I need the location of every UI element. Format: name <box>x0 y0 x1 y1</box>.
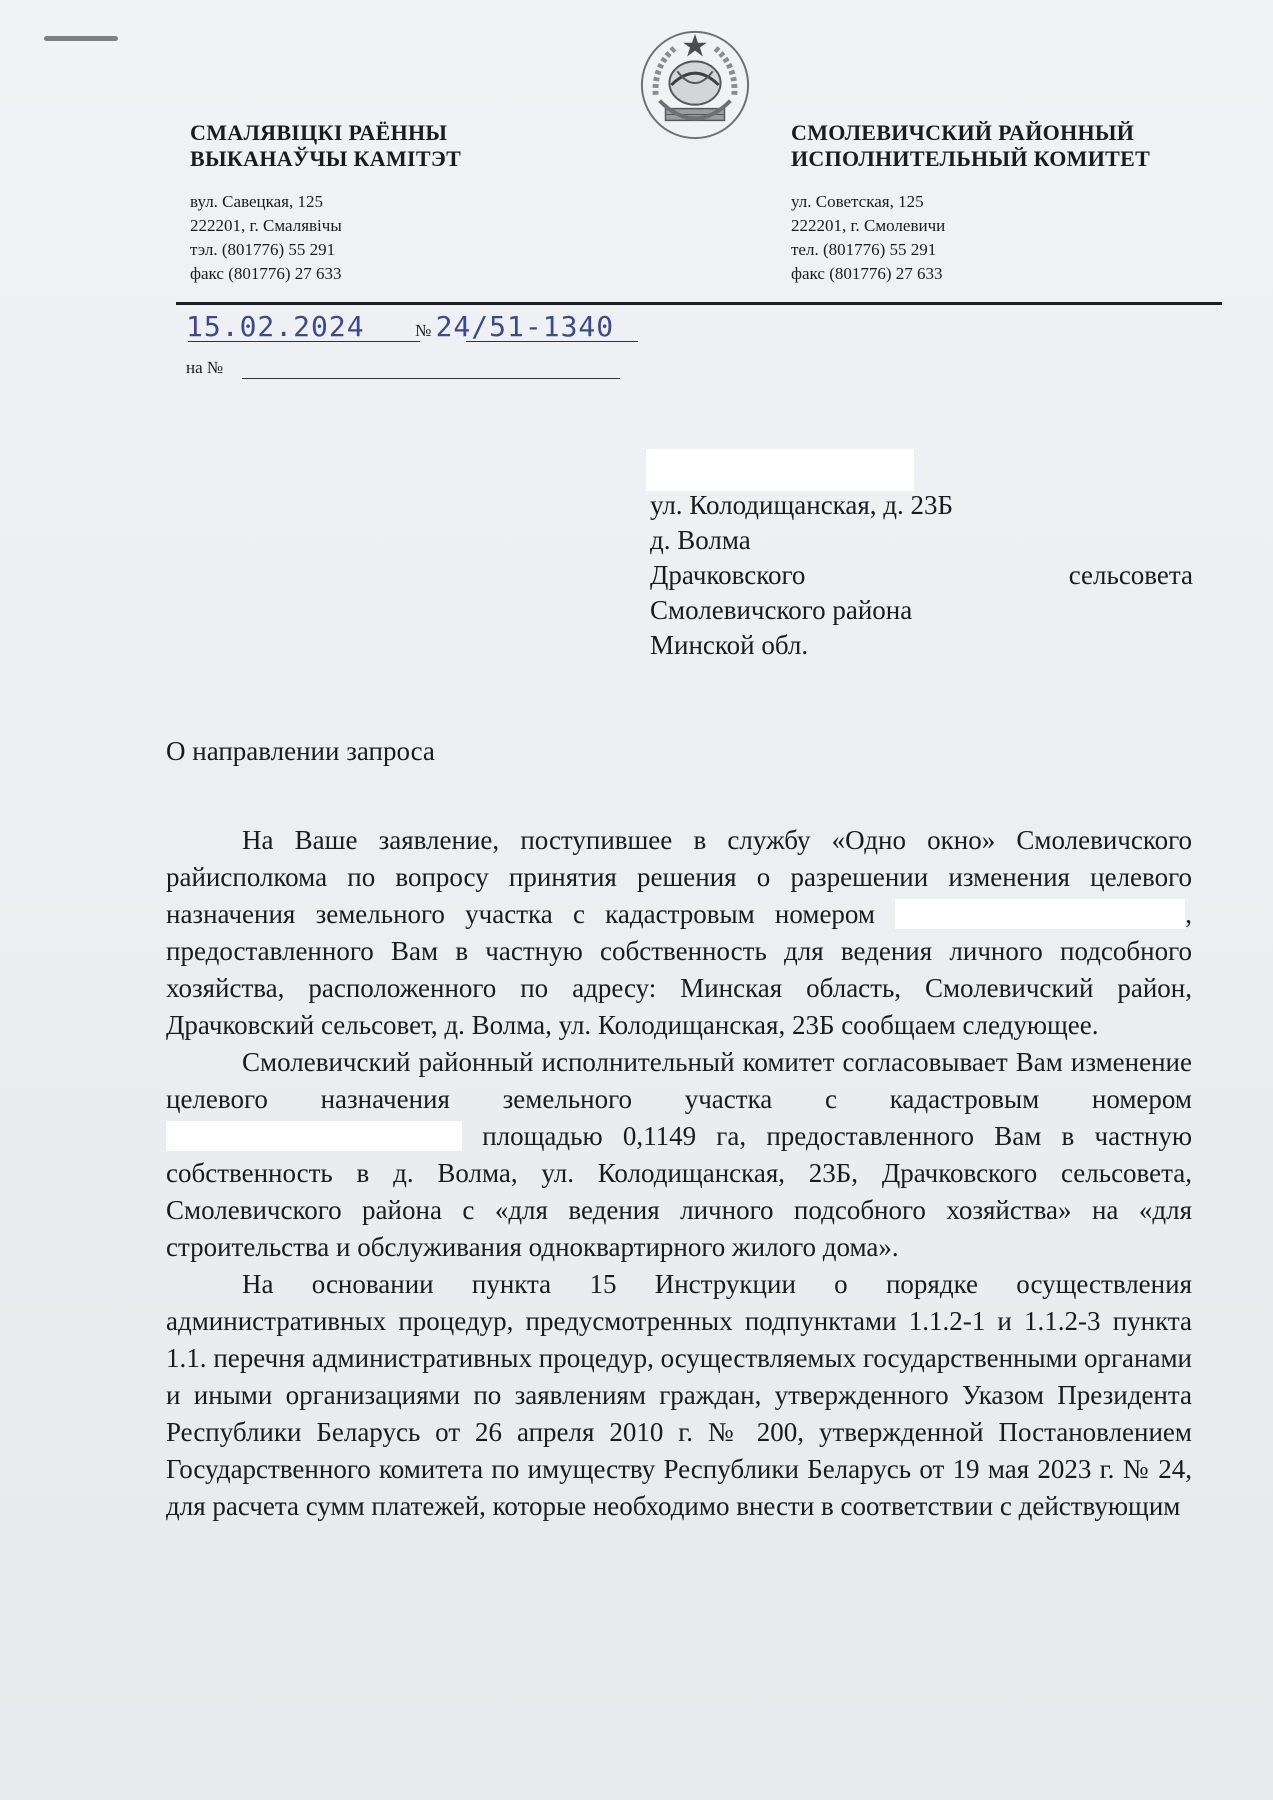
recipient-council-word1: Драчковского <box>650 560 806 590</box>
header-left-belarusian <box>190 120 461 286</box>
reply-to-label: на № <box>186 358 224 377</box>
registration-number-label: № <box>415 321 432 340</box>
staple-mark <box>44 36 118 41</box>
fax-ru: факс (801776) 27 633 <box>791 264 943 283</box>
registration-number: 24/51-1340 <box>435 310 615 343</box>
cadastral-number-redacted <box>895 899 1185 929</box>
letter-subject: О направлении запроса <box>166 736 435 766</box>
body-paragraph-2: Смолевичский районный исполнительный комитет согласовывает Вам изменение целевого назначения земельного участка с кадастровым номером площадью 0,1149 га, предоставленного Вам в частную собственность в д. Волма, ул. Колодищанская, 23Б, Драчковского сельсовета, Смолевичского района с «для ведения личного подсобного хозяйства» на «для строительства и обслуживания одноквартирного жилого дома». <box>166 1047 1192 1262</box>
fax-be: факс (801776) 27 633 <box>190 264 342 283</box>
org-name-be-line2: ВЫКАНАЎЧЫ КАМІТЭТ <box>190 146 462 171</box>
recipient-address <box>650 488 1193 663</box>
cadastral-number-redacted-2 <box>166 1121 462 1151</box>
street-be: вул. Савецкая, 125 <box>190 192 324 211</box>
header-divider <box>176 302 1222 305</box>
city-ru: 222201, г. Смолевичи <box>791 216 946 235</box>
body-paragraph-3: На основании пункта 15 Инструкции о порядке осуществления административных процедур, предусмотренных подпунктами 1.1.2-1 и 1.1.2-3 пункта 1.1. перечня административных процедур, осуществляемых государственными органами и иными организациями по заявлениям граждан, утвержденного Указом Президента Республики Беларусь от 26 апреля 2010 г. № 200, утвержденной Постановлением Государственного комитета по имуществу Республики Беларусь от 19 мая 2023 г. № 24, для расчета сумм платежей, которые необходимо внести в соответствии с действующим <box>166 1269 1192 1521</box>
body-paragraph-1: На Ваше заявление, поступившее в службу «Одно окно» Смолевичского райисполкома по вопросу принятия решения о разрешении изменения целевого назначения земельного участка с кадастровым номером , предоставленного Вам в частную собственность для ведения личного подсобного хозяйства, расположенного по адресу: Минская область, Смолевичский район, Драчковский сельсовет, д. Волма, ул. Колодищанская, 23Б сообщаем следующее. <box>166 825 1193 1040</box>
state-emblem-icon <box>636 26 754 144</box>
number-underline <box>466 341 638 342</box>
recipient-street: ул. Колодищанская, д. 23Б <box>650 490 954 520</box>
phone-be: тэл. (801776) 55 291 <box>190 240 336 259</box>
letter-body <box>166 822 1192 1525</box>
org-name-ru-line2: ИСПОЛНИТЕЛЬНЫЙ КОМИТЕТ <box>791 146 1151 171</box>
date-underline <box>188 341 420 342</box>
recipient-region: Минской обл. <box>650 630 809 660</box>
registration-line <box>186 310 614 343</box>
recipient-name-redacted <box>646 449 914 491</box>
street-ru: ул. Советская, 125 <box>791 192 924 211</box>
recipient-district: Смолевичского района <box>650 595 913 625</box>
header-right-russian <box>791 120 1150 286</box>
registration-date: 15.02.2024 <box>186 310 365 343</box>
recipient-village: д. Волма <box>650 525 751 555</box>
reply-to-underline <box>242 378 620 379</box>
org-name-ru-line1: СМОЛЕВИЧСКИЙ РАЙОННЫЙ <box>791 120 1135 145</box>
phone-ru: тел. (801776) 55 291 <box>791 240 937 259</box>
org-name-be-line1: СМАЛЯВІЦКІ РАЁННЫ <box>190 120 448 145</box>
city-be: 222201, г. Смалявічы <box>190 216 342 235</box>
recipient-council-word2: сельсовета <box>1068 560 1193 590</box>
